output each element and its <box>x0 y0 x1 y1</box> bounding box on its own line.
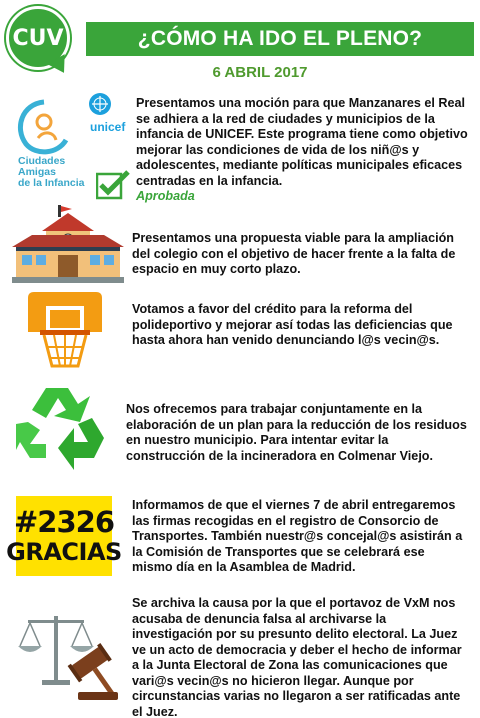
badge-word: GRACIAS <box>6 538 122 566</box>
list-item <box>0 490 480 580</box>
logo-text: CUV <box>12 25 64 51</box>
basketball-hoop-icon <box>24 292 106 370</box>
justice-scales-gavel-icon <box>14 610 122 702</box>
page-title: ¿CÓMO HA IDO EL PLENO? <box>86 22 474 56</box>
gracias-badge <box>6 496 122 576</box>
header <box>0 0 480 80</box>
badge-number: #2326 <box>14 505 115 539</box>
item-text: Informamos de que el viernes 7 de abril entregaremos las firmas recogidas en el registro de Consorcio de Transportes. También nuestr@s concejal@s asistirán a la Comisión de Transportes que se celebrará ese mismo día en la Asamblea de Madrid. <box>132 498 463 574</box>
item-text: Se archiva la causa por la que el portavoz de VxM nos acusaba de denuncia falsa al archivarse la investigación por su presunto delito electoral. La Juez ve un acto de democracia y deber el hecho de informar a la Junta Electoral de Zona las comunicaciones que vari@s vecin@s no hicieron llegar. Aunque por circunstancias varias no llegaron a ser ratificadas ante el Juez. <box>132 596 462 718</box>
school-building-icon <box>12 205 124 283</box>
recycling-icon <box>16 380 114 472</box>
list-item <box>0 590 480 718</box>
ciudades-amigas-label: Ciudades Amigas de la Infancia <box>18 155 85 189</box>
list-item <box>0 380 480 475</box>
item-text: Presentamos una moción para que Manzanares el Real se adhiera a la red de ciudades y municipios de la infancia de UNICEF. Este programa tiene como objetivo mejorar las condiciones de vida de los niñ@s y adolescentes, mediante políticas municipales eficaces centradas en la infancia. Aprobada <box>136 96 468 203</box>
page-date: 6 ABRIL 2017 <box>212 64 308 81</box>
list-item <box>0 205 480 290</box>
list-item <box>0 92 480 207</box>
status-badge: Aprobada <box>136 189 195 203</box>
ciudades-amigas-unicef-logo <box>8 92 128 202</box>
item-text: Votamos a favor del crédito para la reforma del polideportivo y mejorar así todas las deficiencias que hasta ahora han venido denunciando l@s vecin@s. <box>132 302 453 347</box>
checkbox-checked-icon <box>96 170 130 200</box>
list-item <box>0 292 480 372</box>
unicef-label: unicef <box>90 120 126 134</box>
item-text: Nos ofrecemos para trabajar conjuntamente en la elaboración de un plan para la reducción de los residuos en nuestro municipio. Para intentar evitar la construcción de la incineradora en Colmenar Viejo. <box>126 402 467 463</box>
item-text: Presentamos una propuesta viable para la ampliación del colegio con el objetivo de hacer frente a la falta de espacio en muy corto plazo. <box>132 231 456 276</box>
